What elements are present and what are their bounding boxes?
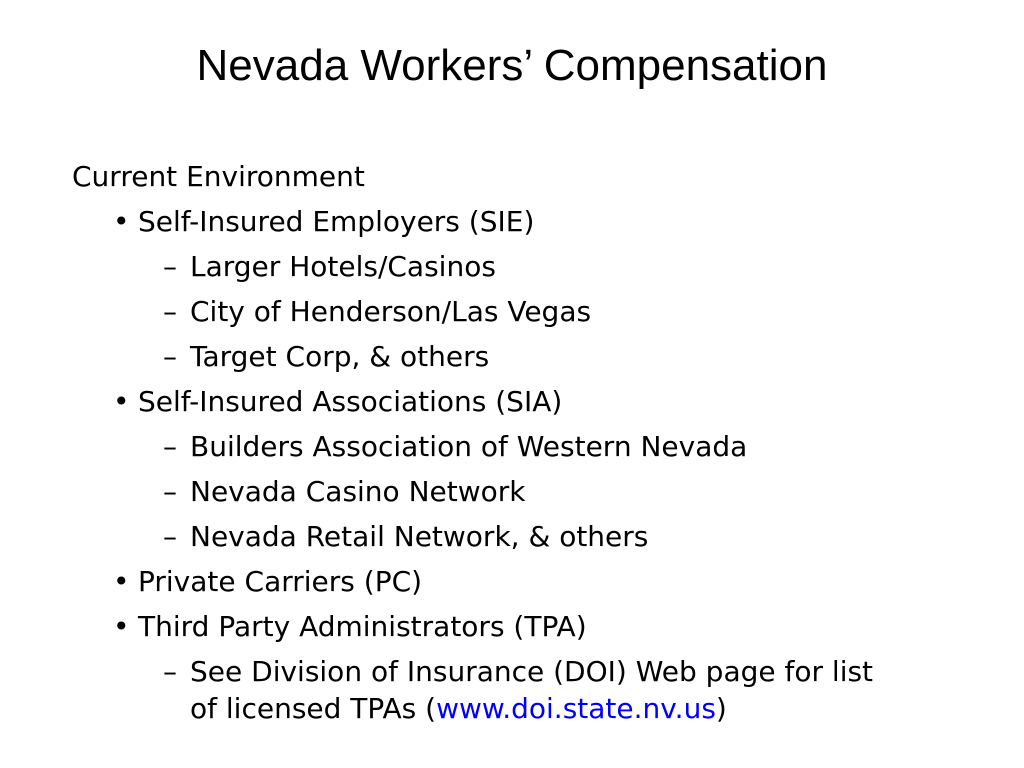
bullet-icon: • [113,565,130,598]
current-environment-heading: Current Environment [72,160,365,193]
sub-item-city-henderson: City of Henderson/Las Vegas [190,295,592,328]
dash-icon: – [163,475,177,508]
sub-item-doi-note-line2 [190,692,727,726]
bullet-icon: • [113,385,130,418]
doi-note-suffix: ) [715,692,727,725]
dash-icon: – [163,295,177,328]
bullet-private-carriers: Private Carriers (PC) [138,565,423,598]
bullet-icon: • [113,205,130,238]
dash-icon: – [163,250,177,283]
sub-item-nevada-casino-network: Nevada Casino Network [190,475,526,508]
sub-item-builders-association: Builders Association of Western Nevada [190,430,748,463]
slide-title: Nevada Workers’ Compensation [196,41,828,90]
dash-icon: – [163,655,177,688]
bullet-icon: • [113,610,130,643]
sub-item-nevada-retail-network: Nevada Retail Network, & others [190,520,649,553]
sub-item-target-corp: Target Corp, & others [190,340,490,373]
bullet-self-insured-employers: Self-Insured Employers (SIE) [138,205,535,238]
dash-icon: – [163,520,177,553]
bullet-third-party-administrators: Third Party Administrators (TPA) [138,610,587,643]
dash-icon: – [163,430,177,463]
doi-note-prefix: of licensed TPAs ( [190,692,437,725]
doi-website-link[interactable]: www.doi.state.nv.us [436,692,716,725]
bullet-self-insured-associations: Self-Insured Associations (SIA) [138,385,563,418]
sub-item-larger-hotels: Larger Hotels/Casinos [190,250,496,283]
sub-item-doi-note-line1: See Division of Insurance (DOI) Web page for list [190,655,874,688]
dash-icon: – [163,340,177,373]
